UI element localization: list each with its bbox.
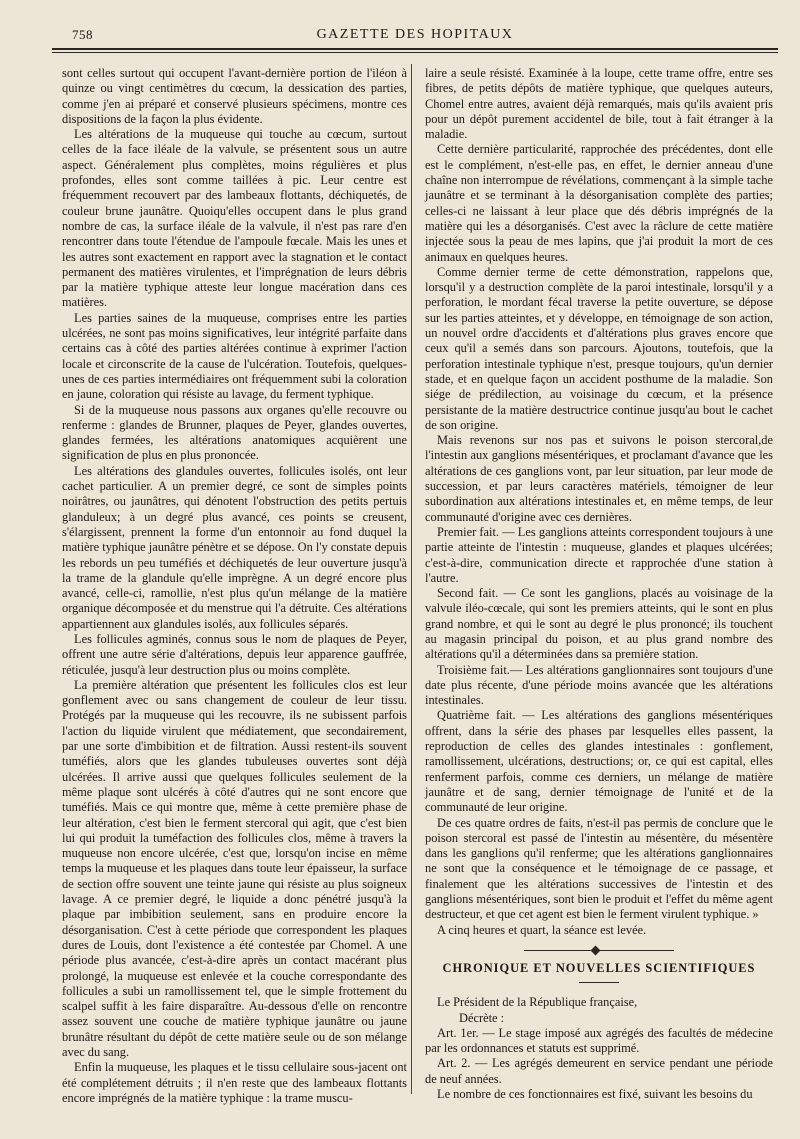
paragraph: Art. 1er. — Le stage imposé aux agrégés des facultés de médecine par les ordonnances et statuts est supprimé. [425, 1025, 773, 1056]
paragraph: De ces quatre ordres de faits, n'est-il pas permis de conclure que le poison stercoral est passé de l'intestin au mésentère, du mésentère dans les ganglions qu'il renferme; que les altérations ganglionnaires ne sont que la conséquence et le témoignage de ce passage, et finalement que les altérations successives de l'intestin et des ganglions mésentériques, sont bien le produit et l'effet du même agent destructeur, et que cet agent est bien le ferment virulent typhique. » [425, 815, 773, 922]
page-header [52, 24, 778, 54]
paragraph: Si de la muqueuse nous passons aux organes qu'elle recouvre ou renferme : glandes de Brunner, plaques de Peyer, glandes ouvertes, glandes fermées, les altérations anatomiques acquièrent une signification de plus en plus prononcée. [62, 402, 407, 463]
paragraph: Les altérations de la muqueuse qui touche au cœcum, surtout celles de la face iléale de la valvule, se présentent sous un autre aspect. Généralement plus complètes, moins régulières et plus profondes, elles sont comme taillées à pic. Leur centre est fréquemment recouvert par des lambeaux flottants, déchiquetés, de couleur brune jaunâtre. Quoiqu'elles occupent dans le plus grand nombre de cas, la surface iléale de la valvule, il n'est pas rare d'en rencontrer dans toute l'étendue de l'ampoule fœcale. Mais les unes et les autres sont exactement en rapport avec la stagnation et le contact permanent des matières virulentes, et l'imprégnation de leurs débris par la matière typhique atteste leur longue macération dans ces matières. [62, 127, 407, 310]
paragraph: Second fait. — Ce sont les ganglions, placés au voisinage de la valvule iléo-cœcale, qui sont les premiers atteints, qui le sont en plus grand nombre, et qui le sont au degré le plus prononcé; ils touchent au magasin principal du poison, et au plus grand nombre des altérations qu'il a déterminées dans sa première station. [425, 586, 773, 662]
paragraph: Mais revenons sur nos pas et suivons le poison stercoral,de l'intestin aux ganglions mésentériques, et proclamant d'avance que les altérations de ces ganglions vont, par leur situation, par leur mode de succession, et par leurs caractères matériels, témoigner de leur subordination aux altérations intestinales et, en même temps, de leur communauté d'origine avec ces dernières. [425, 433, 773, 524]
separator-ornament [591, 945, 601, 955]
left-column [62, 66, 407, 1106]
paragraph: Quatrième fait. — Les altérations des ganglions mésentériques offrent, dans la série des phases par lesquelles elles passent, la reproduction de celles des glandes intestinales : gonflement, ramollissement, ulcérations, destructions; or, ce qui est capital, elles renferment parfois, comme ces derniers, un mélange de matière jaunâtre et de sang, dernier témoignage de l'unité et de la communauté de leur origine. [425, 708, 773, 815]
paragraph: A cinq heures et quart, la séance est levée. [437, 922, 647, 937]
section-separator [524, 950, 674, 951]
header-rule-thin [52, 52, 778, 53]
paragraph: Comme dernier terme de cette démonstration, rappelons que, lorsqu'il y a destruction complète de la paroi intestinale, lorsqu'il y a perforation, le mordant fécal traverse la petite ouverture, se dépose sur les parties atteintes, et y développe, en témoignage de son action, un nouvel ordre d'accidents et d'altérations plus graves encore que ceux qu'il a semés dans son parcours. Ajoutons, toutefois, que la perforation intestinale typhique n'est, presque toujours, qu'un dernier stade, et en quelque façon un accident posthume de la maladie. Son siége de prédilection, au voisinage du cœcum, et la présence persistante de la matière destructrice continue jusqu'au bout le cachet de son origine. [425, 264, 773, 432]
paragraph: Art. 2. — Les agrégés demeurent en service pendant une période de neuf années. [425, 1056, 773, 1086]
paragraph: Premier fait. — Les ganglions atteints correspondent toujours à une partie atteinte de l'intestin : muqueuse, glandes et plaques ulcérées; c'est-à-dire, communication directe et rapprochée d'une station à l'autre. [425, 524, 773, 585]
paragraph: sont celles surtout qui occupent l'avant-dernière portion de l'iléon à quinze ou vingt centimètres du cœcum, la dessication des parties, comme j'en ai préparé et conservé plusieurs spécimens, montre ces dispositions de la façon la plus évidente. [62, 66, 407, 126]
column-divider [411, 64, 412, 1094]
section-title: CHRONIQUE ET NOUVELLES SCIENTIFIQUES [442, 960, 756, 975]
running-title: GAZETTE DES HOPITAUX [316, 27, 514, 42]
page-number: 758 [72, 27, 93, 42]
paragraph: La première altération que présentent les follicules clos est leur gonflement avec ou sans changement de couleur de leur tissu. Protégés par la muqueuse qui les recouvre, ils ne subissent parfois l'action du liquide virulent que médiatement, que secondairement, par une sorte d'imbibition et de filtration. Aussi restent-ils souvent tuméfiés, alors que les glandes tubuleuses ouvertes sont déjà ulcérées. Il arrive aussi que quelques follicules seulement de la même plaque sont ulcérés à côté d'autres qui ne sont encore que tuméfiés. Mais ce qui montre que, même à cette première phase de leur altération, c'est bien le ferment stercoral qui agit, que c'est bien lui qui produit la tuméfaction des follicules clos, même à travers la muqueuse non encore ulcérée, c'est que, lorsqu'on incise en même temps la muqueuse et les plaques dans toute leur épaisseur, la surface de section offre souvent une teinte jaune qui résiste au plus soigneux lavage. A ce premier degré, le liquide a donc pénétré jusqu'à la plaque par imbibition seulement, sans en produire encore la désorganisation. C'est à cette période que correspondent les plaques dures de Louis, dont l'existence a été contestée par Chomel. A une période plus avancée, c'est-à-dire après un contact macérant plus prolongé, la muqueuse est enlevée et la couche correspondante des follicules a subi un ramollissement tel, que le simple frottement du scalpel suffit à les faire disparaître. Au-dessous d'elle on rencontre assez souvent une couche de matière typhique jaunâtre ou jaune brunâtre résultant du dépôt de cette matière seule ou de son mélange avec du sang. [62, 677, 407, 1059]
paragraph: Troisième fait.— Les altérations ganglionnaires sont toujours d'une date plus récente, d'une période moins avancée que les altérations intestinales. [425, 662, 773, 708]
paragraph: Le Président de la République française, [437, 995, 638, 1010]
paragraph: Cette dernière particularité, rapprochée des précédentes, dont elle est le complément, n'est-elle pas, en effet, le dernier anneau d'une chaîne non interrompue de révélations, commençant à la simple tache jaunâtre et se terminant à la désorganisation complète des parties; celles-ci ne laissant à leur place que dés débris imprégnés de la matière qui les a désorganisés. C'est avec la râclure de cette matière injectée sous la peau de mes lapins, que j'ai produit la mort de ces animaux en quelques heures. [425, 142, 773, 264]
paragraph: Les altérations des glandules ouvertes, follicules isolés, ont leur cachet particulier. A un premier degré, ce sont de simples points noirâtres, ou jaunâtres, qui dénotent l'obstruction des petits pertuis glanduleux; à un degré plus avancé, ces points se creusent, s'élargissent, prennent la forme d'un entonnoir au fond duquel la matière typhique jaunâtre pénètre et se dépose. On l'y constate depuis les rebords un peu tuméfiés et déchiquetés de leur ouverture jusqu'à la trame de la glandule qu'elle imprègne. A un degré encore plus avancé, celle-ci, ramollie, n'est plus qu'un mélange de la matière organique décomposée et du menstrue qui l'a détruite. Ces altérations appartiennent aux glandules isolés, aux follicules séparés. [62, 463, 407, 631]
paragraph: Le nombre de ces fonctionnaires est fixé, suivant les besoins du [437, 1087, 753, 1101]
paragraph: Décrète : [459, 1010, 505, 1025]
header-rule-thick [52, 48, 778, 50]
paragraph: Les follicules agminés, connus sous le nom de plaques de Peyer, offrent une autre série d'altérations, depuis leur apparence gauffrée, réticulée, jusqu'à leur destruction plus ou moins complète. [62, 631, 407, 677]
paragraph: Les parties saines de la muqueuse, comprises entre les parties ulcérées, ne sont pas moins significatives, leur intégrité parfaite dans certains cas à côté des parties altérées continue à exprimer l'action locale et circonscrite de la cause de l'ulcération. Toutefois, quelques-unes de ces parties intermédiaires ont fréquemment subi la coloration en jaune, coloration qui résiste au lavage, du ferment typhique. [62, 310, 407, 402]
paragraph: laire a seule résisté. Examinée à la loupe, cette trame offre, entre ses fibres, de petits dépôts de matière typhique, que quelques auteurs, Chomel entre autres, avaient déjà remarqués, mais qu'ils avaient pris pour un dépôt purement accidentel de bile, tout à fait étranger à la maladie. [425, 66, 773, 142]
paragraph: Enfin la muqueuse, les plaques et le tissu cellulaire sous-jacent ont été complétement détruits ; il n'en reste que des lambeaux flottants encore imprégnés de la matière typhique : la trame muscu- [62, 1060, 407, 1105]
right-column [425, 66, 773, 1102]
title-rule [579, 982, 619, 983]
